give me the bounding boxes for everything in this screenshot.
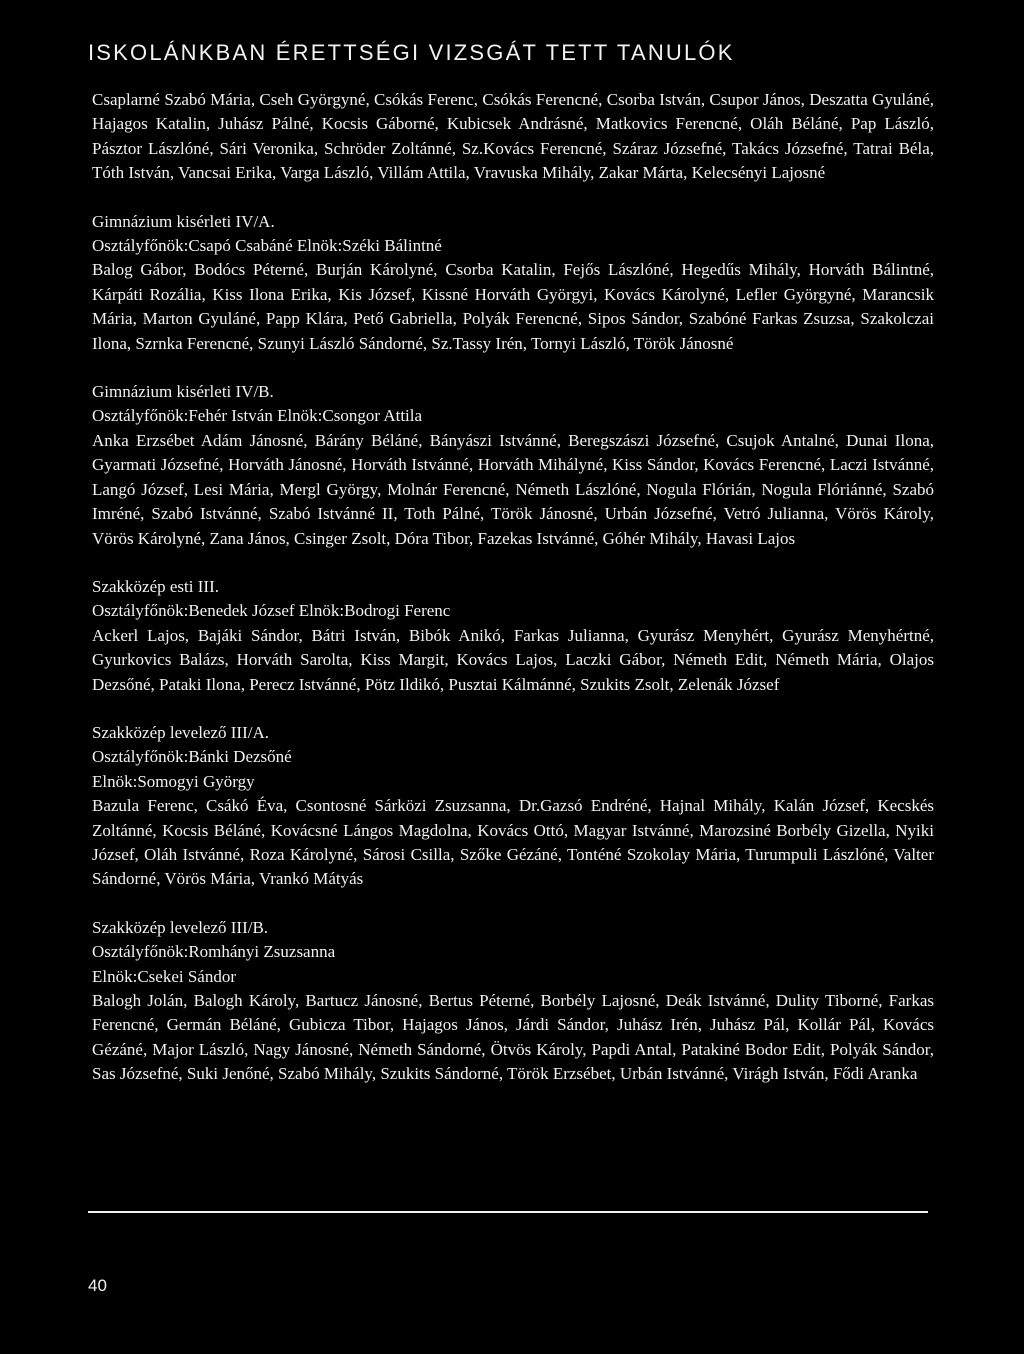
footer-divider [88, 1211, 928, 1213]
class-heading: Szakközép esti III. [92, 576, 219, 596]
student-names-list: Ackerl Lajos, Bajáki Sándor, Bátri István, Bibók Anikó, Farkas Julianna, Gyurász Menyhért, Gyurász Menyhértné, Gyurkovics Balázs, Horváth Sarolta, Kiss Margit, Kovács Lajos, Laczki Gábor, Németh Edit, Németh Mária, Olajos Dezsőné, Pataki Ilona, Perecz Istvánné, Pötz Ildikó, Pusztai Kálmánné, Szukits Zsolt, Zelenák József [92, 625, 934, 694]
class-chair: Elnök:Somogyi György [92, 771, 255, 791]
intro-names-list: Csaplarné Szabó Mária, Cseh Györgyné, Csókás Ferenc, Csókás Ferencné, Csorba István, Csupor János, Deszatta Gyuláné, Hajagos Katalin, Juhász Pálné, Kocsis Gáborné, Kubicsek Andrásné, Matkovics Ferencné, Oláh Béláné, Pap László, Pásztor Lászlóné, Sári Veronika, Schröder Zoltánné, Sz.Kovács Ferencné, Száraz Józsefné, Takács Józsefné, Tatrai Béla, Tóth István, Vancsai Erika, Varga László, Villám Attila, Vravuska Mihály, Zakar Márta, Kelecsényi Lajosné [92, 90, 934, 183]
page-title: ISKOLÁNKBAN ÉRETTSÉGI VIZSGÁT TETT TANULÓK [88, 40, 735, 65]
class-teacher: Osztályfőnök:Bánki Dezsőné [92, 747, 292, 767]
class-section-szakkozep-levelezo-iii-a [92, 721, 934, 892]
class-heading: Szakközép levelező III/B. [92, 917, 269, 937]
student-names-list: Bazula Ferenc, Csákó Éva, Csontosné Sárközi Zsuzsanna, Dr.Gazsó Endréné, Hajnal Mihály, Kalán József, Kecskés Zoltánné, Kocsis Béláné, Kovácsné Lángos Magdolna, Kovács Ottó, Magyar Istvánné, Marozsiné Borbély Gizella, Nyiki József, Oláh Istvánné, Roza Károlyné, Sárosi Csilla, Szőke Gézáné, Tonténé Szokolay Mária, Turumpuli Lászlóné, Valter Sándorné, Vörös Mária, Vrankó Mátyás [92, 796, 934, 889]
class-teacher-and-chair: Osztályfőnök:Csapó Csabáné Elnök:Széki Bálintné [92, 236, 442, 256]
class-heading: Gimnázium kisérleti IV/A. [92, 211, 275, 231]
student-names-list: Anka Erzsébet Adám Jánosné, Bárány Béláné, Bányászi Istvánné, Beregszászi Józsefné, Csujok Antalné, Dunai Ilona, Gyarmati Józsefné, Horváth Jánosné, Horváth Istvánné, Horváth Mihályné, Kiss Sándor, Kovács Ferencné, Laczi Istvánné, Langó József, Lesi Mária, Mergl György, Molnár Ferencné, Németh Lászlóné, Nogula Flórián, Nogula Flóriánné, Szabó Imréné, Szabó Istvánné, Szabó Istvánné II, Toth Pálné, Török Jánosné, Urbán Józsefné, Vetró Julianna, Vörös Károly, Vörös Károlyné, Zana János, Csinger Zsolt, Dóra Tibor, Fazekas Istvánné, Góhér Mihály, Havasi Lajos [92, 430, 934, 548]
class-section-szakkozep-esti-iii [92, 575, 934, 697]
class-teacher: Osztályfőnök:Romhányi Zsuzsanna [92, 942, 336, 962]
content-body [92, 88, 934, 1087]
page-number: 40 [88, 1276, 107, 1295]
class-heading: Gimnázium kisérleti IV/B. [92, 382, 274, 402]
class-teacher-and-chair: Osztályfőnök:Fehér István Elnök:Csongor Attila [92, 406, 423, 426]
class-chair: Elnök:Csekei Sándor [92, 966, 237, 986]
student-names-list: Balog Gábor, Bodócs Péterné, Burján Károlyné, Csorba Katalin, Fejős Lászlóné, Hegedűs Mihály, Horváth Bálintné, Kárpáti Rozália, Kiss Ilona Erika, Kis József, Kissné Horváth Györgyi, Kovács Károlyné, Lefler Györgyné, Marancsik Mária, Marton Gyuláné, Papp Klára, Pető Gabriella, Polyák Ferencné, Sipos Sándor, Szabóné Farkas Zsuzsa, Szakolczai Ilona, Szrnka Ferencné, Szunyi László Sándorné, Sz.Tassy Irén, Tornyi László, Török Jánosné [92, 260, 934, 353]
class-heading: Szakközép levelező III/A. [92, 722, 269, 742]
student-names-list: Balogh Jolán, Balogh Károly, Bartucz Jánosné, Bertus Péterné, Borbély Lajosné, Deák Istvánné, Dulity Tiborné, Farkas Ferencné, Germán Béláné, Gubicza Tibor, Hajagos János, Járdi Sándor, Juhász Irén, Juhász Pál, Kollár Pál, Kovács Gézáné, Major László, Nagy Jánosné, Németh Sándorné, Ötvös Károly, Papdi Antal, Patakiné Bodor Edit, Polyák Sándor, Sas Józsefné, Suki Jenőné, Szabó Mihály, Szukits Sándorné, Török Erzsébet, Urbán Istvánné, Virágh István, Fődi Aranka [92, 991, 934, 1084]
class-section-gimnazium-iv-b [92, 380, 934, 551]
class-section-szakkozep-levelezo-iii-b [92, 916, 934, 1087]
class-section-gimnazium-iv-a [92, 210, 934, 356]
class-teacher-and-chair: Osztályfőnök:Benedek József Elnök:Bodrogi Ferenc [92, 601, 451, 621]
